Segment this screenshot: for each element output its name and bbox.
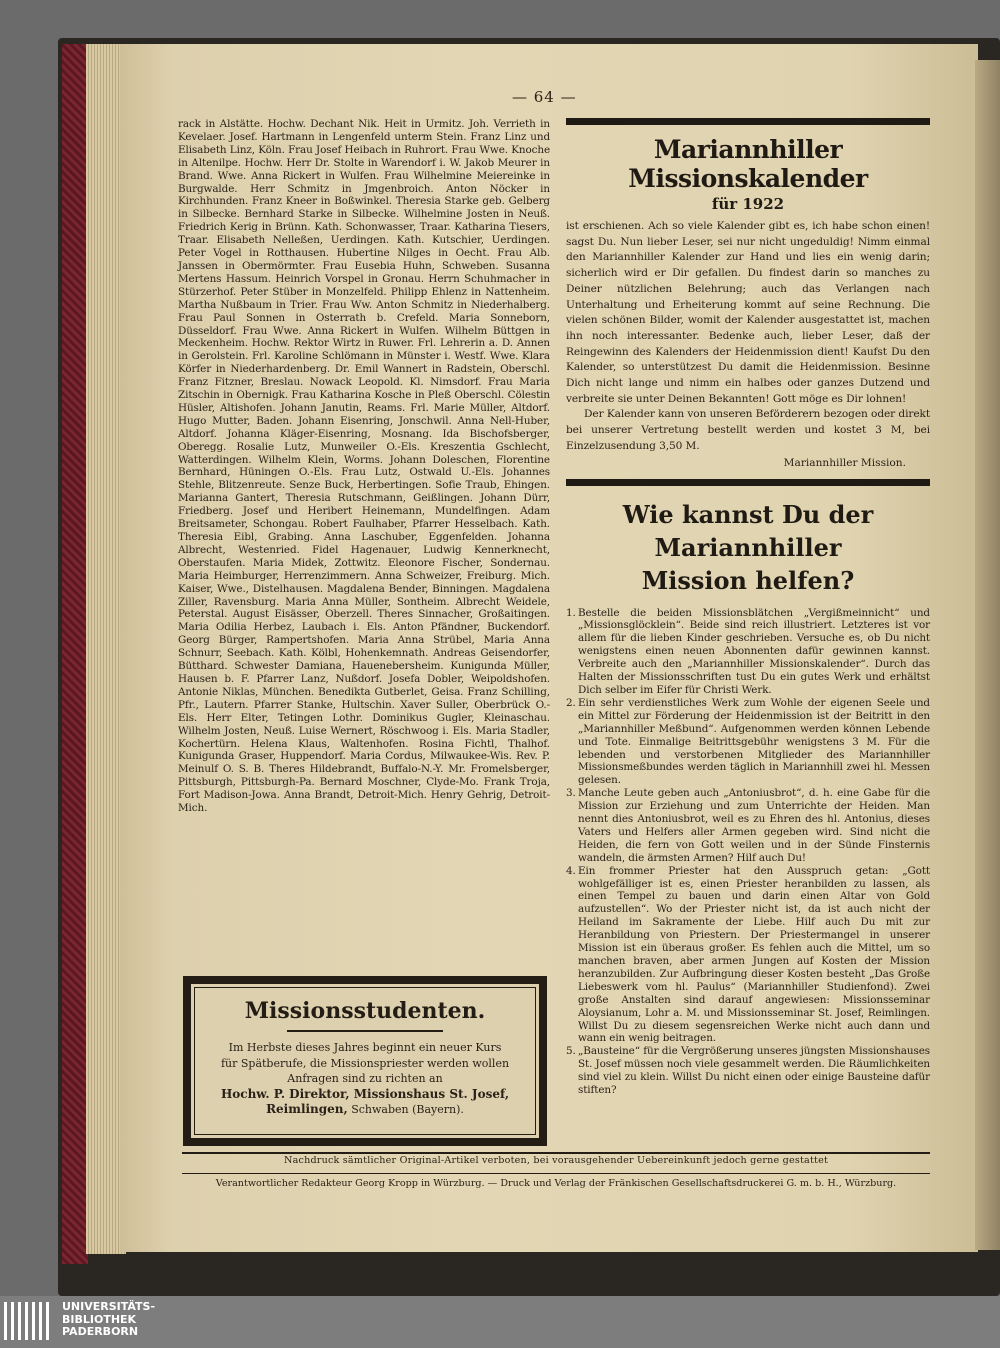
studenten-address-1: Hochw. P. Direktor, Missionshaus St. Josef,: [220, 1086, 510, 1101]
donor-list-column: [178, 118, 550, 815]
list-item-text: Bestelle die beiden Missionsblätchen „Vergißmeinnicht“ und „Missionsglöcklein“. Beide sind reich illustriert. Letzteres ist vor allem für die lieben Kinder geschrieben. Versuche es, ob Du nicht wenigstens einen neuen Abonnenten dafür gewinnen kannst. Verbreite auch den „Mariannhiller Missionskalender“. Durch das Halten der Missionsschriften tust Du ein gutes Werk und erhältst Dich selber im Eifer für Christi Werk.: [578, 606, 930, 696]
section-rule-top: [566, 118, 930, 125]
logo-text: [62, 1301, 155, 1339]
kalender-signature: Mariannhiller Mission.: [783, 456, 906, 469]
list-item-text: „Bausteine“ für die Vergrößerung unseres jüngsten Missionshauses St. Josef müssen noch viele gesammelt werden. Die Räumlichkeiten sind viel zu klein. Willst Du nicht einen oder einige Bausteine dafür stiften?: [578, 1045, 930, 1097]
studenten-line-1: Im Herbste dieses Jahres beginnt ein neuer Kurs: [228, 1041, 502, 1054]
page-right-edge: [975, 60, 1000, 1250]
logo-line-1: UNIVERSITÄTS-: [62, 1300, 156, 1313]
missionsstudenten-body: [207, 1040, 523, 1118]
logo-line-2: BIBLIOTHEK: [62, 1312, 137, 1326]
list-item-text: Manche Leute geben auch „Antoniusbrot“, d. h. eine Gabe für die Mission zur Erziehung und zum Unterrichte der Heiden. Man nennt dies Antoniusbrot, weil es zu Ehren des hl. Antonius, dieses Vaters und Helfers aller Armen gegeben wird. Sind nicht die Heiden, die fern von Gott weilen und in der Sünde Finsternis wandeln, die ärmsten Armen? Hilf auch Du!: [578, 787, 930, 864]
list-item-number: 2.: [566, 696, 576, 709]
list-item: [566, 697, 930, 787]
wie-title-line-2: Mission helfen?: [641, 565, 855, 595]
wie-list: [566, 607, 930, 1097]
imprint-line: Verantwortlicher Redakteur Georg Kropp in Würzburg. — Druck und Verlag der Fränkischen Gesellschaftsdruckerei G. m. b. H., Würzburg.: [215, 1178, 897, 1189]
kalender-subtitle: für 1922: [711, 195, 785, 213]
logo-bars-icon: [4, 1302, 52, 1340]
wie-title: [566, 498, 930, 597]
page-number: — 64 —: [512, 88, 577, 106]
section-rule-middle: [566, 479, 930, 486]
address-region: Schwaben (Bayern).: [351, 1103, 464, 1116]
title-underline: [287, 1030, 443, 1032]
list-item-number: 3.: [566, 787, 576, 800]
list-item-text: Ein sehr verdienstliches Werk zum Wohle der eigenen Seele und ein Mittel zur Förderung der Heidenmission ist der Beitritt in den „Mariannhiller Meßbund“. Aufgenommen werden können Lebende und Tote. Einmalige Beitrittsgebühr wenigstens 3 M. Für die lebenden und verstorbenen Mitglieder des Mariannhiller Missionsmeßbundes werden täglich in Mariannhill zwei hl. Messen gelesen.: [578, 696, 930, 787]
kalender-title: Mariannhiller Missionskalender: [628, 135, 868, 193]
donor-list-text: rack in Alstätte. Hochw. Dechant Nik. Heit in Urmitz. Joh. Verrieth in Kevelaer. Josef. Hartmann in Lengenfeld unterm Stein. Franz Linz und Elisabeth Linz, Köln. Frau Josef Heibach in Ruhrort. Frau Wwe. Knoche in Altenilpe. Hochw. Herr Dr. Stolte in Warendorf i. W. Jakob Meurer in Brand. Wwe. Anna Rickert in Wulfen. Frau Wilhelmine Meiereinke in Burgwalde. Herr Schmitz in Jmgenbroich. Anton Nöcker in Kirchhunden. Franz Kneer in Boßwinkel. Theresia Starke geb. Gelberg in Silbecke. Bernhard Starke in Silbecke. Wilhelmine Josten in Neuß. Friedrich Kerig in Brünn. Kath. Schonwasser, Traar. Katharina Tiesers, Traar. Elisabeth Nelleßen, Uerdingen. Kath. Kutschier, Uerdingen. Peter Vogel in Rotthausen. Hubertine Nilges in Oecht. Frau Alb. Janssen in Obermörmter. Frau Eusebia Huhn, Schweben. Susanna Mertens Hassum. Heinrich Vorspel in Gronau. Herrn Schuhmacher in Stürzerhof. Peter Stüber in Monzelfeld. Philipp Ehlenz in Nattenheim. Martha Nußbaum in Trier. Frau Ww. Anton Schmitz in Niederhalberg. Frau Paul Sonnen in Osterrath b. Crefeld. Maria Sonneborn, Düsseldorf. Frau Wwe. Anna Rickert in Wulfen. Wilhelm Büttgen in Meckenheim. Hochw. Rektor Wirtz in Ruwer. Frl. Lehrerin a. D. Annen in Gerolstein. Frl. Karoline Schlömann in Münster i. Westf. Wwe. Klara Körfer in Niederhardenberg. Dr. Emil Wannert in Radstein, Oberschl. Franz Fitzner, Breslau. Nowack Leopold. Kl. Nimsdorf. Frau Maria Zitschin in Obernigk. Frau Katharina Kosche in Pleß Oberschl. Cölestin Hüsler, Altishofen. Johann Janutin, Reams. Frl. Marie Müller, Altdorf. Hugo Mutter, Baden. Johann Eisenring, Jonschwil. Anna Nell-Huber, Altdorf. Johanna Kläger-Eisenring, Mosnang. Ida Bischofsberger, Oberegg. Rosalie Lutz, Munweiler O.-Els. Kreszentia Gschlecht, Watterdingen. Wilhelm Klein, Worms. Johann Doleschen, Florentine Bernhard, Hüningen O.-Els. Frau Lutz, Ostwald U.-Els. Johannes Stehle, Blitzenreute. Senze Buck, Herbertingen. Sofie Traub, Ehingen. Marianna Gantert, Theresia Rutschmann, Geißlingen. Johann Dürr, Friedberg. Josef und Heribert Heinemann, Mundelfingen. Adam Breitsameter, Schongau. Robert Faulhaber, Pfarrer Hesselbach. Kath. Theresia Eibl, Grabing. Anna Laschuber, Eggenfelden. Johanna Albrecht, Westenried. Fidel Hagenauer, Ludwig Kennerknecht, Oberstaufen. Maria Midek, Zottwitz. Eleonore Fischer, Sondernau. Maria Heimburger, Herrenzimmern. Anna Schweizer, Freiburg. Mich. Kaiser, Wwe., Distelhausen. Magdalena Bender, Binningen. Magdalena Ziller, Ravensburg. Maria Anna Müller, Sontheim. Albrecht Weidele, Peterstal. August Eisässer, Oberzell. Theres Sinnacher, Großaitingen. Maria Odilia Herbez, Laubach i. Els. Anton Pfändner, Buckendorf. Georg Bürger, Rampertshofen. Maria Anna Strübel, Maria Anna Schnurr, Seebach. Kath. Kölbl, Hohenkemnath. Andreas Geisendorfer, Bütthard. Schwester Damiana, Hauenebersheim. Kunigunda Müller, Hausen b. F. Pfarrer Lanz, Nußdorf. Josefa Dobler, Weipoldshofen. Antonie Niklas, München. Benedikta Gutberlet, Geisa. Franz Schilling, Pfr., Lautern. Pfarrer Stanke, Hultschin. Xaver Suller, Oberbrück O.-Els. Herr Elter, Tetingen Lothr. Dominikus Gugler, Kleinaschau. Wilhelm Josten, Neuß. Luise Wernert, Röschwoog i. Els. Maria Stadler, Kochertürn. Helena Klaus, Waltenhofen. Rosina Fichtl, Thalhof. Kunigunda Graser, Huppendorf. Maria Cordus, Milwaukee-Wis. Rev. P. Meinulf O. S. B. Theres Hildebrandt, Buffalo-N.-Y. Mr. Fromelsberger, Pittsburgh, Pittsburgh-Pa. Bernard Moschner, Clyde-Mo. Frank Troja, Fort Madison-Jowa. Anna Brandt, Detroit-Mich. Henry Gehrig, Detroit-Mich.: [178, 118, 550, 815]
reprint-notice: Nachdruck sämtlicher Original-Artikel verboten, bei vorausgehender Uebereinkunft jedoch gerne gestattet: [283, 1155, 828, 1166]
kalender-body: [566, 219, 930, 455]
studenten-line-3: Anfragen sind zu richten an: [287, 1072, 443, 1085]
address-town: Reimlingen,: [266, 1102, 348, 1116]
footer-rule-bottom: [182, 1173, 930, 1174]
kalender-paragraph-1: ist erschienen. Ach so viele Kalender gibt es, ich habe schon einen! sagst Du. Nun lieber Leser, sei nur nicht ungeduldig! Nimm einmal den Mariannhiller Kalender zur Hand und lies ein wenig darin; sicherlich wird er Dir gefallen. Du findest darin so manches zu Deiner nützlichen Belehrung; auch das Verlangen nach Unterhaltung und Erheiterung kommt auf seine Rechnung. Die vielen schönen Bilder, womit der Kalender ausgestattet ist, machen ihn noch interessanter. Bedenke auch, lieber Leser, daß der Reingewinn des Kalenders der Heidenmission dient! Kaufst Du den Kalender, so unterstützest Du damit die Heidenmission. Besinne Dich nicht lange und nimm ein halbes oder ganzes Dutzend und verbreite sie unter Deinen Bekannten! Gott möge es Dir lohnen!: [566, 220, 930, 405]
missionsstudenten-title: Missionsstudenten.: [244, 998, 486, 1024]
list-item: [566, 607, 930, 697]
list-item: [566, 787, 930, 864]
studenten-line-2: für Spätberufe, die Missionspriester werden wollen: [220, 1056, 510, 1070]
kalender-paragraph-2: Der Kalender kann von unseren Beförderern bezogen oder direkt bei unserer Vertretung bestellt werden und kostet 3 M, bei Einzelzusendung 3,50 M.: [566, 408, 930, 452]
studenten-address-2: [207, 1102, 523, 1118]
list-item-number: 1.: [566, 606, 576, 619]
list-item-text: Ein frommer Priester hat den Ausspruch getan: „Gott wohlgefälliger ist es, einen Priester heranbilden zu lassen, als einen Tempel zu bauen und darin einen Altar von Gold aufzustellen“. Wo der Priester nicht ist, da ist auch nicht der Heiland im Sakramente der Liebe. Hilf auch Du mit zur Heranbildung von Priestern. Der Priestermangel in unserer Mission ist ein überaus großer. Es fehlen auch die Mittel, um so manchen braven, aber armen Jungen auf Kosten der Mission heranzubilden. Zur Aufbringung dieser Kosten besteht „Das Große Liebeswerk vom hl. Paulus“ (Mariannhiller Studienfond). Zwei große Anstalten sind darauf angewiesen: Missionsseminar Aloysianum, Lohr a. M. und Missionsseminar St. Josef, Reimlingen. Willst Du zu diesem segensreichen Werke nicht auch dann und wann ein wenig beitragen.: [578, 864, 930, 1045]
missionsstudenten-box: [183, 976, 547, 1146]
logo-line-3: PADERBORN: [62, 1325, 139, 1338]
list-item-number: 4.: [566, 864, 576, 877]
wie-title-line-1: Wie kannst Du der Mariannhiller: [622, 499, 874, 562]
footer-rule-top: [182, 1152, 930, 1154]
right-column: [566, 118, 930, 1097]
book-spine: [62, 44, 88, 1264]
list-item: [566, 865, 930, 1046]
list-item: [566, 1045, 930, 1097]
list-item-number: 5.: [566, 1045, 576, 1058]
